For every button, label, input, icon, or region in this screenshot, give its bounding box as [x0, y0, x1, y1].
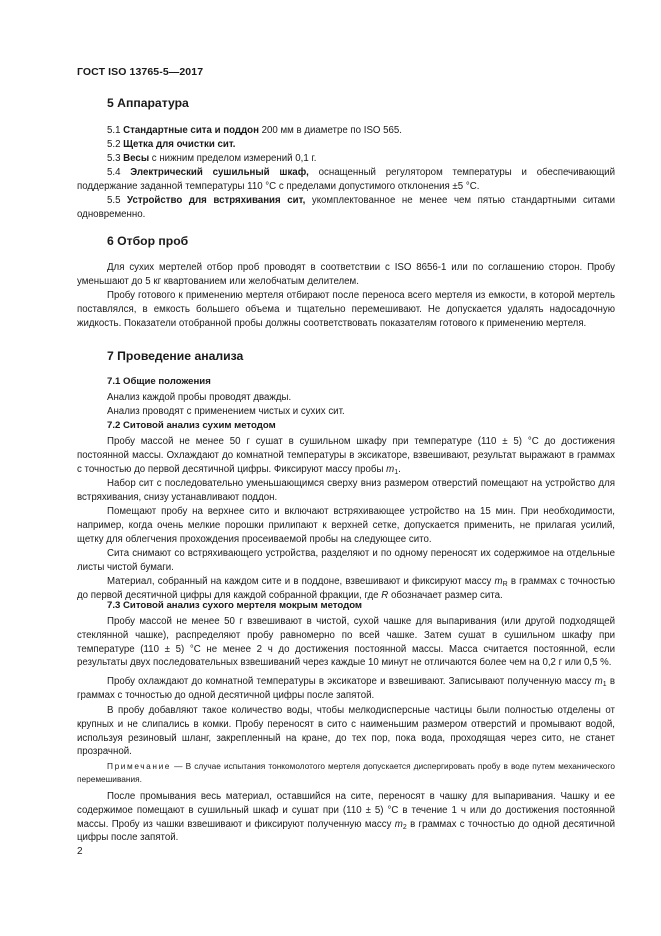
item-5-4 — [77, 166, 615, 194]
section-6-heading: 6 Отбор проб — [107, 234, 189, 248]
variable-symbol: m — [594, 676, 603, 687]
paragraph-text: Пробу массой не менее 50 г сушат в сушильном шкафу при температуре (110 ± 5) °С до достижения постоянной массы. Охлаждают до комнатной температуры в эксикаторе, взвешивают, результат выражают в граммах с точностью до первой десятичной цифры. Фиксируют массу пробы — [77, 436, 615, 475]
paragraph: Пробу готового к применению мертеля отбирают после переноса всего мертеля из емкости, в которой мертель поставлялся, в емкость большего объема и тщательно перемешивают. Не допускается удалять надосадочную жидкость. Показатели отобранной пробы должны соответствовать показателям готового к применению мертеля. — [77, 290, 615, 329]
variable-subscript: 1 — [602, 681, 607, 688]
variable-subscript: 1 — [394, 468, 399, 476]
standard-designation: ГОСТ ISO 13765-5—2017 — [77, 66, 204, 78]
item-term: Устройство для встряхивания сит, — [127, 195, 306, 206]
variable-symbol: R — [381, 589, 389, 601]
section-5-heading: 5 Аппаратура — [107, 96, 189, 110]
item-term: Стандартные сита и поддон — [123, 125, 259, 136]
paragraph-text: После промывания весь материал, оставшийся на сите, переносят в чашку для выпаривания. Чашку и ее содержимое помещают в сушильный шкаф и сушат при (110 ± 5) °С в течение 1 ч или до достижения постоянной массы. Пробу из чашки взвешивают и фиксируют полученную массу — [77, 791, 615, 830]
paragraph — [77, 435, 615, 476]
paragraph-text: в граммах с точностью до первой десятичной цифры для каждой собранной фракции, где — [77, 576, 615, 601]
paragraph: В пробу добавляют такое количество воды, чтобы мелкодисперсные частицы были полностью отделены от крупных и не слипались в комки. Пробу переносят в сито с наименьшим размером отверстий и промывают водой, используя резиновый шланг, закрепленный на кране, до тех пор, пока вода, проходящая через сито, не станет прозрачной. — [77, 705, 615, 758]
page-number: 2 — [77, 846, 83, 857]
item-5-3 — [77, 152, 615, 166]
item-text: 200 мм в диаметре по ISO 565. — [258, 125, 402, 136]
variable-symbol: m — [494, 576, 503, 587]
item-number: 5.2 — [107, 139, 121, 150]
paragraph-text: обозначает размер сита. — [388, 589, 503, 601]
item-5-2 — [77, 138, 615, 152]
item-text: укомплектованное не менее чем пятью стандартными ситами одновременно. — [77, 195, 615, 220]
paragraph-text: Материал, собранный на каждом сите и в поддоне, взвешивают и фиксируют массу — [107, 576, 495, 587]
paragraph: Анализ проводят с применением чистых и сухих сит. — [107, 406, 345, 417]
subsection-7-3-heading: 7.3 Ситовой анализ сухого мертеля мокрым методом — [107, 600, 363, 611]
section-7-heading: 7 Проведение анализа — [107, 349, 244, 363]
paragraph — [77, 675, 615, 703]
paragraph: Пробу массой не менее 50 г взвешивают в чистой, сухой чашке для выпаривания (или другой подходящей стеклянной чашке), распределяют пробу равномерно по всей чашке. Затем сушат в сушильном шкафу при температуре (110 ± 5) °С не менее 2 ч до достижения постоянной массы. Масса считается постоянной, если результаты двух последовательных взвешиваний через каждые 10 минут не отличаются более чем на 0,2 г или 0,5 %. — [77, 616, 615, 669]
item-5-5 — [77, 194, 615, 222]
paragraph: Помещают пробу на верхнее сито и включают встряхивающее устройство на 15 мин. При необходимости, например, когда очень мелкие порошки прилипают к верхней сетке, допускается применить, не прилагая усилий, щетку для облегчения прохождения просеиваемой пробы на следующее сито. — [77, 506, 615, 545]
paragraph: Сита снимают со встряхивающего устройства, разделяют и по одному переносят их содержимое на отдельные листы чистой бумаги. — [77, 548, 615, 573]
note-text: — В случае испытания тонкомолотого мертеля допускается диспергировать пробу в воде путем механического перемешивания. — [77, 761, 615, 784]
paragraph-text: в граммах с точностью до одной десятичной цифры после запятой. — [77, 818, 615, 844]
item-5-1 — [77, 124, 615, 138]
paragraph — [77, 790, 615, 845]
paragraph-text: . — [398, 463, 401, 475]
note — [77, 760, 615, 785]
variable-symbol: m — [394, 818, 403, 830]
item-number: 5.3 — [107, 153, 121, 164]
item-text: оснащенный регулятором температуры и обеспечивающий поддержание заданной температуры 110 °С с пределами допустимого отклонения ±5 °С. — [77, 167, 616, 192]
variable-symbol: m — [386, 463, 395, 475]
paragraph: Для сухих мертелей отбор проб проводят в соответствии с ISO 8656-1 или по соглашению сторон. Пробу уменьшают до 5 кг квартованием или желобчатым делителем. — [77, 262, 615, 287]
subsection-7-2-heading: 7.2 Ситовой анализ сухим методом — [107, 420, 276, 431]
subsection-7-1-heading: 7.1 Общие положения — [107, 376, 211, 387]
note-label: Примечание — [107, 761, 172, 771]
variable-subscript: R — [502, 581, 508, 588]
paragraph: Анализ каждой пробы проводят дважды. — [107, 392, 292, 403]
item-term: Щетка для очистки сит. — [123, 139, 236, 150]
paragraph — [77, 575, 615, 603]
item-number: 5.4 — [107, 167, 121, 178]
paragraph-text: в граммах с точностью до одной десятичной цифры после запятой. — [77, 676, 615, 701]
paragraph-text: Пробу охлаждают до комнатной температуры в эксикаторе и взвешивают. Записывают полученную массу — [107, 676, 595, 687]
item-term: Электрический сушильный шкаф, — [130, 167, 309, 178]
variable-subscript: 2 — [402, 823, 407, 831]
item-term: Весы — [123, 153, 150, 164]
item-number: 5.5 — [107, 195, 121, 206]
item-text: с нижним пределом измерений 0,1 г. — [149, 153, 317, 164]
paragraph: Набор сит с последовательно уменьшающимся сверху вниз размером отверстий помещают на устройство для встряхивания, снизу устанавливают поддон. — [77, 478, 615, 503]
item-number: 5.1 — [107, 125, 121, 136]
